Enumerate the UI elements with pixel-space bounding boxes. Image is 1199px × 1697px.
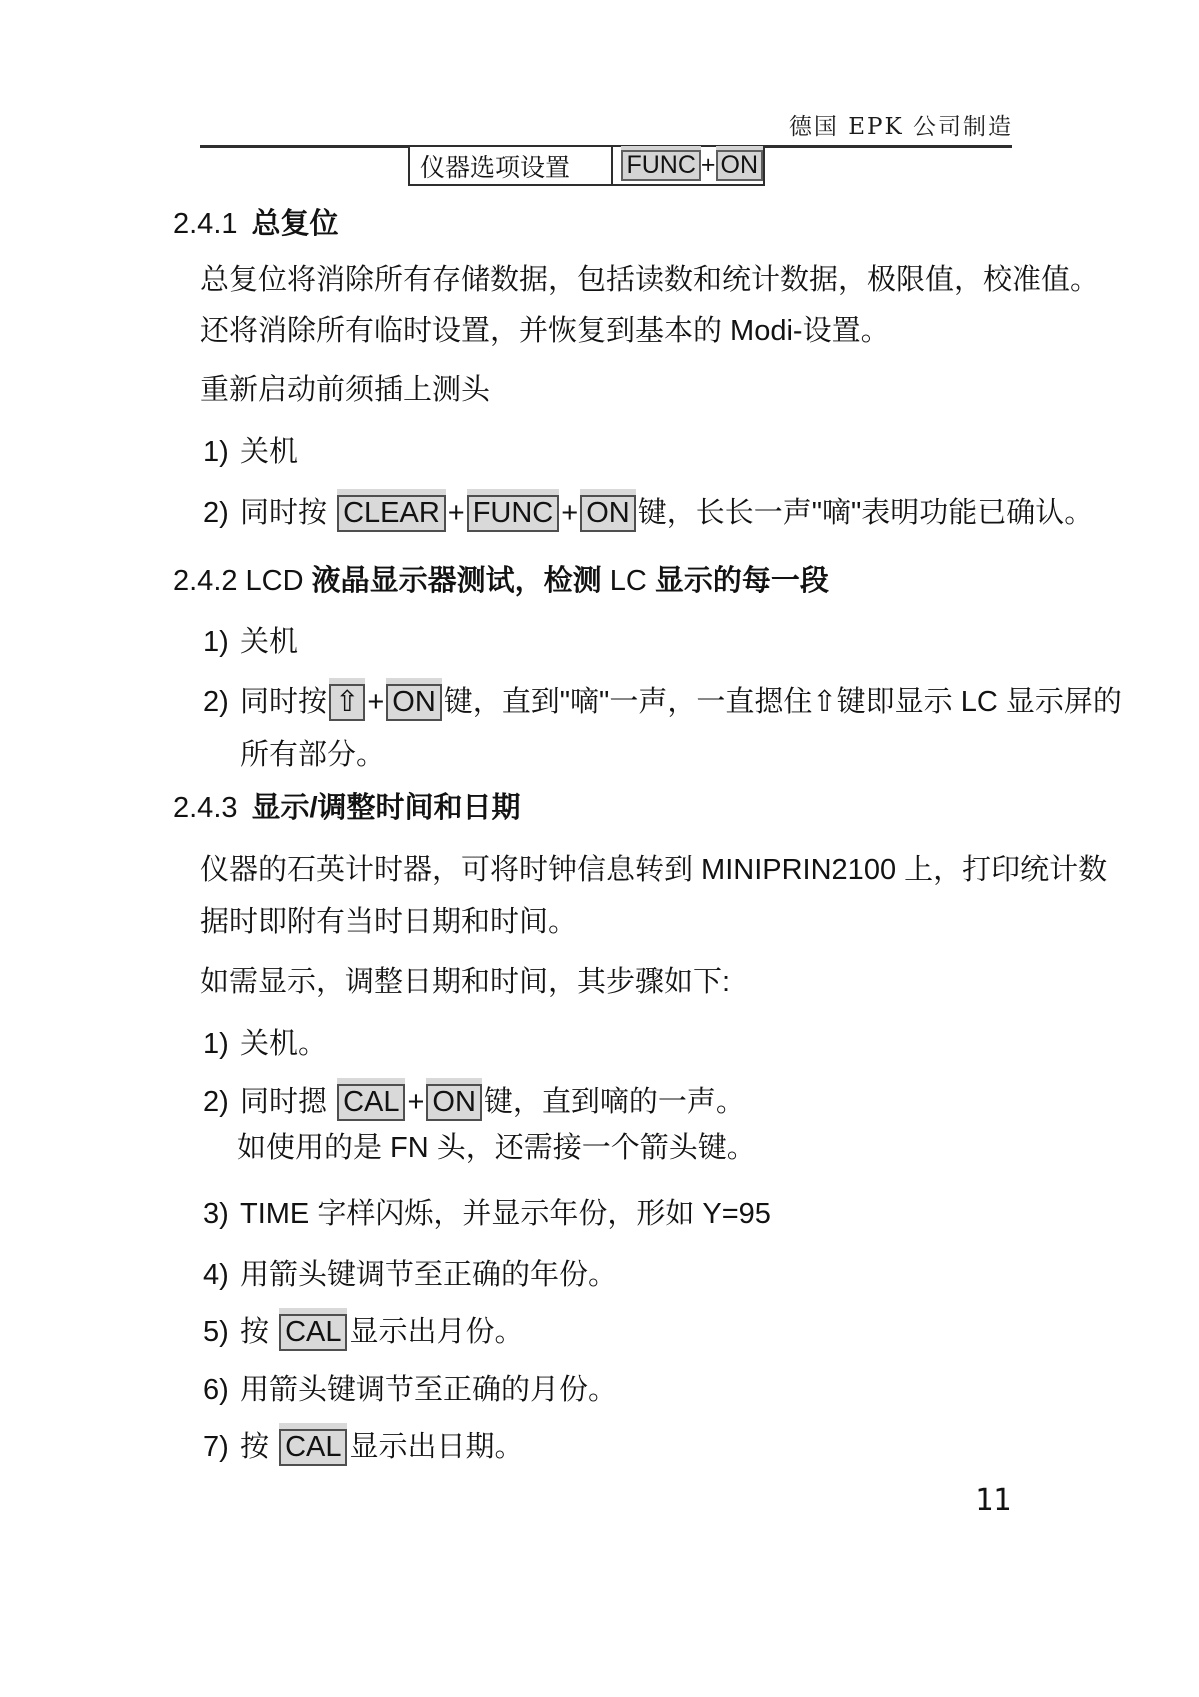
list-item-continuation: 如使用的是 FN 头，还需接一个箭头键。 [237, 1132, 756, 1164]
section-number: 2.4.3 [173, 792, 238, 824]
paragraph-line: 仪器的石英计时器，可将时钟信息转到 MINIPRIN2100 上，打印统计数 [200, 854, 1108, 886]
section-title-part: LC [601, 565, 655, 597]
list-marker: 1) [203, 436, 229, 468]
list-text: 同时按 [240, 497, 336, 529]
plus-sign: + [700, 151, 716, 179]
list-marker: 2) [203, 686, 229, 718]
list-item [203, 684, 1122, 721]
list-marker: 1) [203, 1028, 229, 1060]
list-marker: 4) [203, 1259, 229, 1291]
page-number: 11 [975, 1483, 1012, 1518]
section-number: 2.4.1 [173, 208, 238, 240]
section-2-4-3-heading [173, 790, 521, 826]
plus-sign: + [447, 497, 465, 529]
option-label-cell [410, 147, 613, 184]
section-title-part: 液晶显示器测试，检测 [311, 565, 602, 597]
list-marker: 6) [203, 1374, 229, 1406]
list-marker: 2) [203, 497, 229, 529]
plus-sign: + [407, 1086, 425, 1118]
list-item [203, 1372, 617, 1408]
list-text: 键，长长一声"嘀"表明功能已确认。 [637, 497, 1094, 529]
section-number: 2.4.2 [173, 565, 238, 597]
list-text: 键，直到嘀的一声。 [483, 1086, 745, 1118]
list-marker: 2) [203, 1086, 229, 1118]
paragraph-line: 重新启动前须插上测头 [200, 374, 491, 406]
list-item [203, 1257, 617, 1293]
on-key: ON [580, 495, 636, 532]
manufacturer-note: 德国 EPK 公司制造 [788, 114, 1013, 140]
list-text: 显示出月份。 [349, 1316, 524, 1348]
list-marker: 3) [203, 1198, 229, 1230]
option-label: 仪器选项设置 [420, 153, 571, 182]
func-key: FUNC [621, 150, 700, 181]
list-text: 按 [240, 1431, 278, 1463]
list-item-continuation: 所有部分。 [240, 739, 386, 771]
list-text: TIME 字样闪烁，并显示年份，形如 Y=95 [240, 1198, 771, 1230]
paragraph-line: 据时即附有当时日期和时间。 [200, 906, 578, 938]
section-title-part: LCD [237, 565, 312, 597]
shift-arrow-key: ⇧ [329, 684, 365, 721]
on-key: ON [426, 1084, 482, 1121]
option-keys-cell [613, 147, 763, 184]
list-text: 用箭头键调节至正确的年份。 [240, 1259, 618, 1291]
paragraph-line: 如需显示，调整日期和时间，其步骤如下: [200, 966, 731, 998]
section-title: 总复位 [251, 208, 339, 240]
section-title-part: 显示的每一段 [654, 565, 829, 597]
section-2-4-1-heading [173, 206, 339, 242]
section-title: 显示/调整时间和日期 [251, 792, 521, 824]
on-key: ON [716, 150, 764, 181]
paragraph-line: 总复位将消除所有存储数据，包括读数和统计数据，极限值，校准值。 [200, 264, 1100, 296]
list-text: 同时按 [240, 686, 328, 718]
clear-key: CLEAR [337, 495, 446, 532]
paragraph-line: 还将消除所有临时设置，并恢复到基本的 Modi-设置。 [200, 315, 890, 347]
cal-key: CAL [279, 1429, 347, 1466]
list-text: 键，直到"嘀"一声，一直摁住⇧键即显示 LC 显示屏的 [443, 686, 1122, 718]
list-marker: 5) [203, 1316, 229, 1348]
cal-key: CAL [337, 1084, 405, 1121]
list-text: 关机 [240, 436, 299, 468]
list-item [203, 495, 1093, 532]
list-item [203, 624, 298, 660]
list-item [203, 1429, 524, 1466]
plus-sign: + [561, 497, 579, 529]
list-text: 关机。 [240, 1028, 328, 1060]
list-item [203, 1314, 524, 1351]
cal-key: CAL [279, 1314, 347, 1351]
list-item [203, 1084, 745, 1121]
list-text: 同时摁 [240, 1086, 336, 1118]
func-key: FUNC [467, 495, 560, 532]
on-key: ON [386, 684, 442, 721]
list-text: 关机 [240, 626, 299, 658]
list-text: 显示出日期。 [349, 1431, 524, 1463]
list-item [203, 1026, 327, 1062]
section-2-4-2-heading [173, 563, 829, 599]
list-text: 用箭头键调节至正确的月份。 [240, 1374, 618, 1406]
list-text: 按 [240, 1316, 278, 1348]
options-table [408, 145, 765, 186]
list-item [203, 1196, 771, 1232]
plus-sign: + [367, 686, 385, 718]
list-item [203, 434, 298, 470]
list-marker: 1) [203, 626, 229, 658]
list-marker: 7) [203, 1431, 229, 1463]
